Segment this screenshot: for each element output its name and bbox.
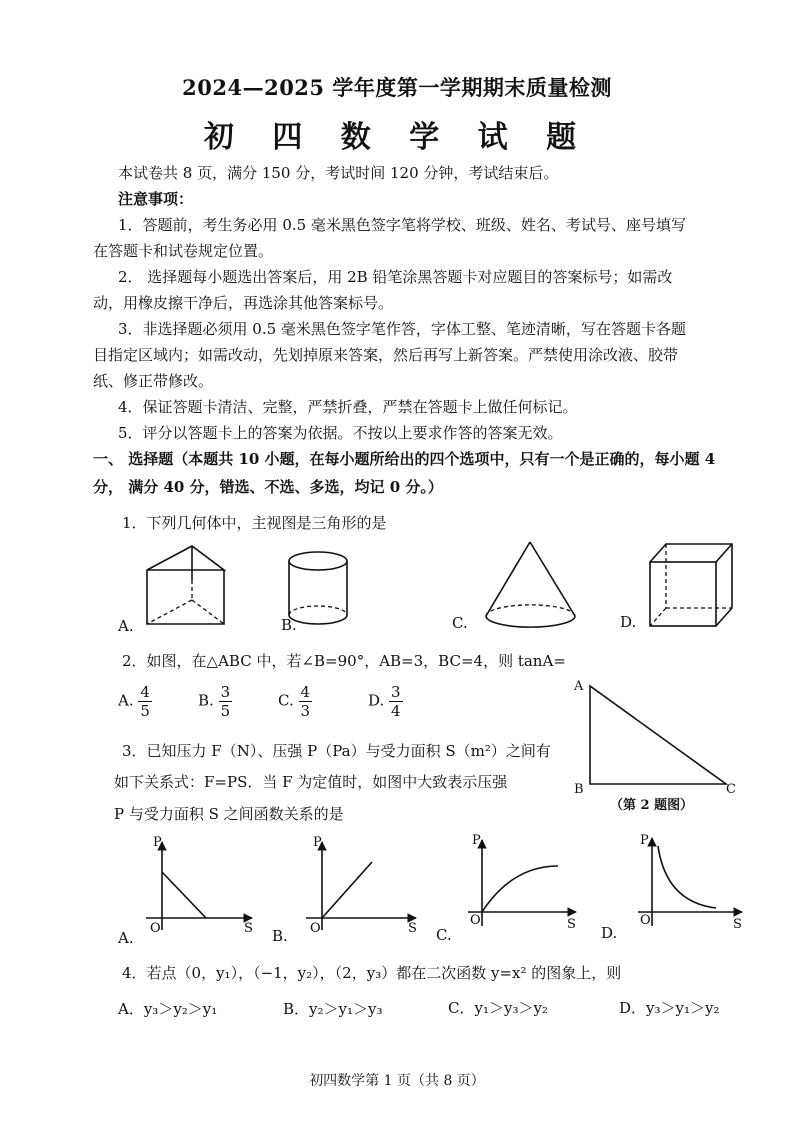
fraction: $\frac{4}{3}$ xyxy=(300,683,311,720)
q3-option-a: A. xyxy=(118,929,134,947)
fraction: $\frac{3}{5}$ xyxy=(220,683,231,720)
graph-a xyxy=(146,835,253,936)
q2-stem: 2．如图，在△ABC 中，若∠B=90°，AB=3，BC=4，则 tanA= xyxy=(122,652,566,670)
note-line: 3．非选择题必须用 0.5 毫米黑色签字笔作答，字体工整、笔迹清晰，写在答题卡各题 xyxy=(118,320,686,338)
note-line: 1．答题前，考生务必用 0.5 毫米黑色签字笔将学校、班级、姓名、考试号、座号填写 xyxy=(118,216,686,234)
exam-title: 2024—2025 学年度第一学期期末质量检测 xyxy=(182,75,612,100)
q1-option-b: B. xyxy=(281,616,297,634)
svg-text:S: S xyxy=(567,917,576,932)
svg-text:P: P xyxy=(313,835,322,850)
vertex-c-label: C xyxy=(726,782,736,797)
cone-icon xyxy=(486,542,575,627)
fraction: $\frac{3}{4}$ xyxy=(391,683,401,720)
q2-option-d: D. $\frac{3}{4}$ xyxy=(368,683,401,720)
note-line: 目指定区域内；如需改动，先划掉原来答案，然后再写上新答案。严禁使用涂改液、胶带 xyxy=(93,346,679,364)
q3-option-b: B. xyxy=(272,927,288,945)
note-line: 2． 选择题每小题选出答案后，用 2B 铅笔涂黑答题卡对应题目的答案标号；如需改 xyxy=(118,268,673,286)
graph-c xyxy=(468,833,576,932)
q3-option-d: D. xyxy=(601,924,618,942)
cylinder-icon xyxy=(289,552,347,624)
q1-figures xyxy=(110,538,750,638)
q4-stem: 4．若点（0，y₁），（−1，y₂），（2，y₃）都在二次函数 y=x² 的图象上，则 xyxy=(122,964,622,982)
vertex-b-label: B xyxy=(574,782,584,797)
q2-figure-caption: （第 2 题图） xyxy=(610,798,694,813)
svg-text:S: S xyxy=(733,917,742,932)
svg-text:P: P xyxy=(472,833,481,848)
q2-triangle-figure xyxy=(568,672,748,802)
graph-d xyxy=(638,833,742,932)
section-heading-cont: 分， 满分 40 分，错选、不选、多选，均记 0 分。） xyxy=(93,478,443,496)
note-line: 动，用橡皮擦干净后，再选涂其他答案标号。 xyxy=(93,294,394,312)
q4-option-c: C．y₁＞y₃＞y₂ xyxy=(448,999,548,1017)
q1-option-d: D. xyxy=(620,613,637,631)
note-line: 在答题卡和试卷规定位置。 xyxy=(93,242,274,260)
svg-text:O: O xyxy=(150,921,161,936)
q3-option-c: C. xyxy=(436,926,452,944)
svg-text:O: O xyxy=(640,913,651,928)
q4-option-b: B．y₂＞y₁＞y₃ xyxy=(283,1000,383,1018)
q1-option-a: A. xyxy=(118,617,134,635)
q2-option-b: B. $\frac{3}{5}$ xyxy=(198,683,231,720)
q3-stem: P 与受力面积 S 之间函数关系的是 xyxy=(114,805,344,823)
note-line: 5．评分以答题卡上的答案为依据。不按以上要求作答的答案无效。 xyxy=(118,424,563,442)
q2-option-c: C. $\frac{4}{3}$ xyxy=(278,683,311,720)
page-footer: 初四数学第 1 页（共 8 页） xyxy=(309,1073,485,1089)
q2-options xyxy=(118,683,448,720)
q1-option-c: C. xyxy=(452,614,468,632)
fraction: $\frac{4}{5}$ xyxy=(140,683,150,720)
graph-b xyxy=(306,835,417,936)
note-line: 4．保证答题卡清洁、完整，严禁折叠，严禁在答题卡上做任何标记。 xyxy=(118,398,578,416)
svg-text:S: S xyxy=(408,921,417,936)
exam-info: 本试卷共 8 页，满分 150 分，考试时间 120 分钟，考试结束后。 xyxy=(118,164,559,182)
vertex-a-label: A xyxy=(574,679,584,694)
notes-heading: 注意事项： xyxy=(118,190,194,208)
q1-stem: 1．下列几何体中，主视图是三角形的是 xyxy=(122,514,387,532)
note-line: 纸、修正带修改。 xyxy=(93,372,214,390)
q3-graphs xyxy=(110,832,760,952)
q4-option-d: D．y₃＞y₁＞y₂ xyxy=(619,999,720,1017)
q3-stem: 如下关系式：F=PS．当 F 为定值时，如图中大致表示压强 xyxy=(114,773,508,791)
exam-subtitle: 初 四 数 学 试 题 xyxy=(203,120,591,155)
svg-text:P: P xyxy=(640,833,649,848)
q3-stem: 3．已知压力 F（N）、压强 P（Pa）与受力面积 S（m²）之间有 xyxy=(122,742,551,760)
svg-text:O: O xyxy=(310,921,321,936)
q4-option-a: A．y₃＞y₂＞y₁ xyxy=(118,1000,218,1018)
svg-text:O: O xyxy=(470,913,481,928)
section-heading: 一、 选择题（本题共 10 小题，在每小题所给出的四个选项中，只有一个是正确的，每小题 4 xyxy=(93,450,716,468)
svg-text:P: P xyxy=(153,835,162,850)
svg-text:S: S xyxy=(244,921,253,936)
q2-option-a: A. $\frac{4}{5}$ xyxy=(118,683,150,720)
cube-icon xyxy=(650,544,732,626)
triangular-prism-icon xyxy=(147,546,224,624)
